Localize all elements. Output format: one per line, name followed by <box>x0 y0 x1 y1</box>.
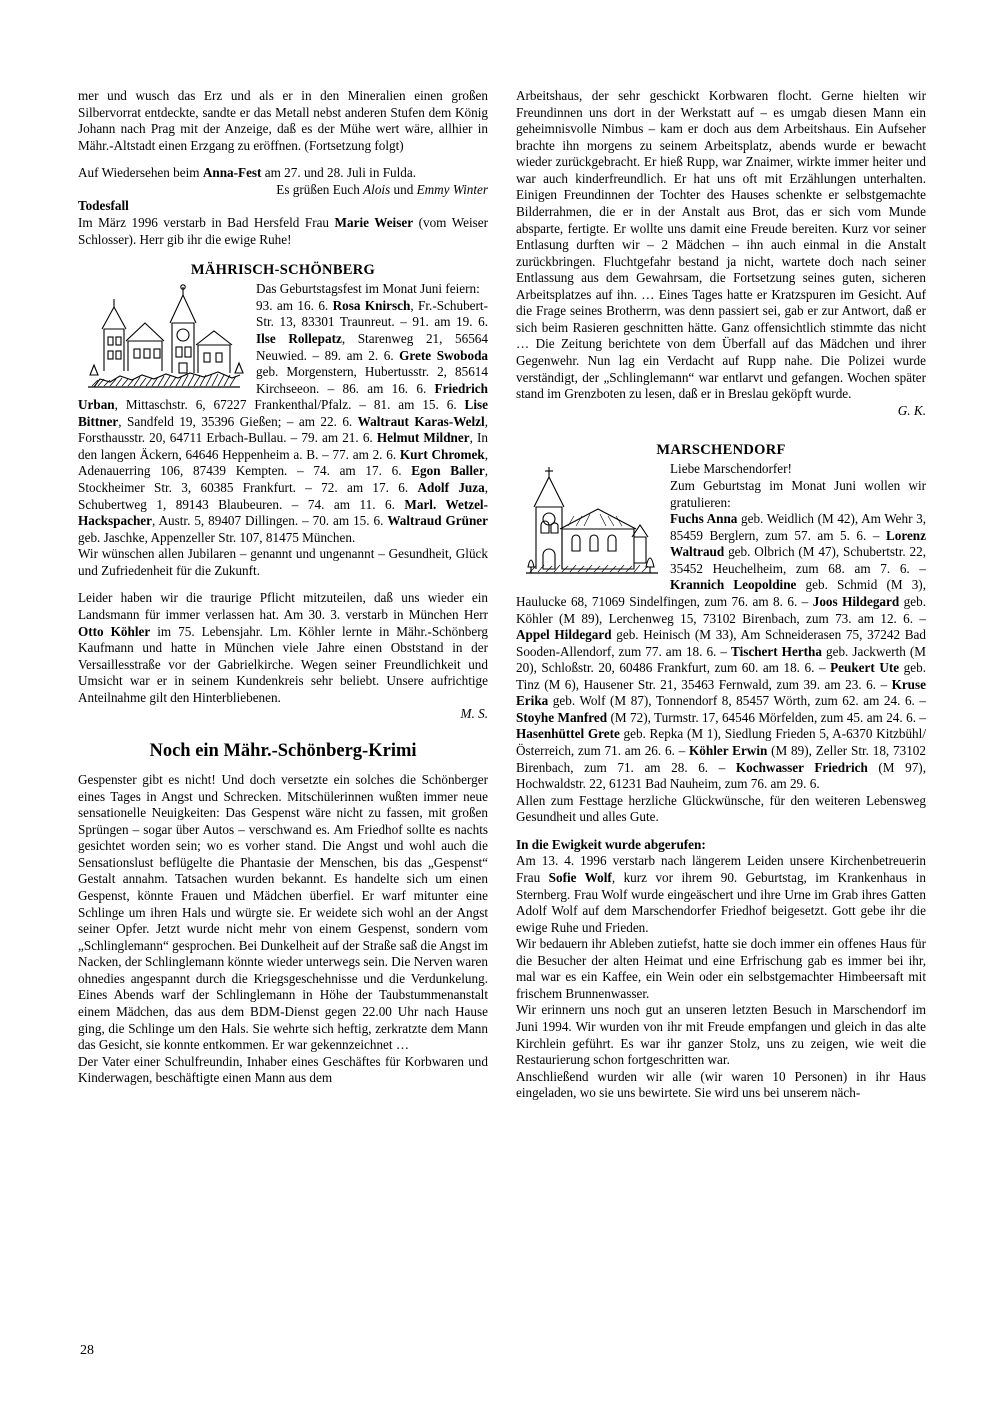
greeting-name-1: Alois <box>363 181 391 197</box>
marschendorf-birthday-wish: Allen zum Festtage herzliche Glückwünsche, für den weiteren Lebensweg Gesundheit und alles Gute. <box>516 792 926 825</box>
church-drawing-icon <box>522 463 662 581</box>
todesfall-body <box>78 215 488 248</box>
todesfall-pre: Im März 1996 verstarb in Bad Hersfeld Frau <box>78 214 335 230</box>
section-title-marschendorf: MARSCHENDORF <box>656 442 786 459</box>
todesfall-name: Marie Weiser <box>334 214 414 230</box>
birthday-intro: Das Geburtstagsfest im Monat Juni feiern: <box>256 281 480 297</box>
ewigkeit-heading <box>516 837 926 854</box>
todesfall-heading-text: Todesfall <box>78 198 129 214</box>
section-title-maehrisch-schoenberg: MÄHRISCH-SCHÖNBERG <box>190 262 376 279</box>
marschendorf-greeting-1: Liebe Marschendorfer! <box>670 461 792 477</box>
anna-fest-rest: am 27. und 28. Juli in Fulda. <box>261 165 417 181</box>
krimi-body-2: Der Vater einer Schulfreundin, Inhaber eines Geschäftes für Korbwaren und Kinderwagen, beschäftigte einen Mann aus dem <box>78 1053 488 1086</box>
marschendorf-birthday-entries: Fuchs Anna geb. Weidlich (M 42), Am Wehr 3, 85459 Berglern, zum 57. am 5. 6. – Lorenz Waltraud geb. Olbrich (M 47), Schubertstr. 22, 35452 Heuchelheim, zum 68. am 7. 6. – Krannich Leopoldine geb. Schmid (M 3), Haulucke 68, 71069 Sindelfingen, zum 76. am 8. 6. – Joos Hildegard geb. Köhler (M 89), Lerchenweg 15, 73102 Birenbach, zum 73. am 12. 6. – Appel Hildegard geb. Heinisch (M 33), Am Schneiderasen 75, 37242 Bad Sooden-Allendorf, zum 77. am 18. 6. – Tischert Hertha geb. Jackwerth (M 20), Schloßstr. 20, 60486 Frankfurt, zum 60. am 18. 6. – Peukert Ute geb. Tinz (M 6), Hausener Str. 21, 35463 Fernwald, zum 39. am 23. 6. – Kruse Erika geb. Wolf (M 87), Tonnendorf 8, 85457 Wörth, zum 62. am 24. 6. – Stoyhe Manfred (M 72), Turmstr. 17, 64546 Mörfelden, zum 45. am 24. 6. – Hasenhüttel Grete geb. Repka (M 1), Siedlung Frieden 5, A-6370 Kitzbühl/Österreich, zum 71. am 26. 6. – Köhler Erwin (M 89), Zeller Str. 18, 73102 Birenbach, zum 71. am 28. 6. – Kochwasser Friedrich (M 97), Hochwaldstr. 22, 61231 Bad Nauheim, zum 76. am 29. 6. <box>516 511 926 792</box>
greeting-line <box>78 182 488 199</box>
greeting-name-2: Emmy Winter <box>416 181 488 197</box>
anna-fest-line <box>78 165 488 182</box>
crest-and-birthday-block <box>78 281 488 546</box>
todesfall-post: (vom Weiser Schlosser). Herr gib ihr die ewige Ruhe! <box>78 214 488 247</box>
marschendorf-greeting-2: Zum Geburtstag im Monat Juni wollen wir gratulieren: <box>670 478 926 510</box>
krimi-body: Gespenster gibt es nicht! Und doch versetzte ein solches die Schönberger eines Tages in Angst und Schrecken. Mitschülerinnen wußten immer neue sensationelle Neuigkeiten: Das Gespenst wäre nicht zu fassen, mit großen Sprüngen – sogar über Autos – verschwand es. Am Friedhof sollte es nachts gesichtet worden sein; wo es vorher stand. Die Angst und wohl auch die Sensationslust beflügelte die Phantasie der Menschen, bis das „Gespenst“ Gestalt annahm. Tatsachen wurden bekannt. Es handelte sich um einen Gespenst, könnte Frauen und Mädchen überfiel. Er warf mitunter eine Schlinge um ihren Hals und würgte sie. Er weidete sich wohl an der Angst seiner Opfer. Jetzt wurde nicht mehr von einem Gespenst, sondern vom „Schlinglemann“ gesprochen. Bei Dunkelheit auf der Straße saß die Angst im Nacken, der Schlinglemann könnte wieder unterwegs sein. Die Nerven waren ohnedies angespannt durch die Kriegsgeschehnisse und die Verdunkelung. Eines Abends warf der Schlinglemann in Höhe der Taubstummenanstalt einem Mädchen, das aus dem BDM-Dienst gegen 22.00 Uhr nach Hause ging, die Schlinge um den Hals. Sie wehrte sich heftig, zerkratzte dem Mann das Gesicht, sie konnte entkommen. Er war gekennzeichnet … <box>78 772 488 1053</box>
birthday-wish: Wir wünschen allen Jubilaren – genannt und ungenannt – Gesundheit, Glück und Zufriedenheit für die Zukunft. <box>78 546 488 578</box>
page-number: 28 <box>80 1343 94 1358</box>
ewigkeit-body-3: Wir erinnern uns noch gut an unseren letzten Besuch in Marschendorf im Juni 1994. Wir wurden von ihr mit Freude empfangen und gleich in das alte Kirchlein geführt. Es war ihr ganzer Stolz, uns zu zeigen, wie weit die Restaurierung schon fortgeschritten war. <box>516 1002 926 1068</box>
krimi-title: Noch ein Mähr.-Schönberg-Krimi <box>149 740 417 761</box>
right-column <box>516 88 926 1318</box>
ewigkeit-body-2: Wir bedauern ihr Ableben zutiefst, hatte sie doch immer ein offenes Haus für die Besucher der alten Heimat und eine Erfrischung gab es immer bei ihr, mal war es ein Kaffee, ein Wein oder ein selbstgemachter Himbeersaft mit frischem Brunnenwasser. <box>516 936 926 1001</box>
krimi-continuation: Arbeitshaus, der sehr geschickt Korbwaren flocht. Gerne hielten wir Freundinnen uns dort in der Werkstatt auf – es umgab diesen Mann ein geheimnisvolle Nimbus – kam er doch aus dem Arbeitshaus. Ein Aufseher brachte ihn morgens zu seinem Arbeitsplatz, abends wurde er bewacht wieder zurückgebracht. Er hieß Rupp, war Znaimer, wirkte immer heiter und war auch kinderfreundlich. Er hat uns oft mit Erzählungen unterhalten. Einigen Freundinnen der Tochter des Hauses schenkte er selbstgemachte Bilderrahmen, die er in der Anstalt aus Brot, das er sich vom Munde absparte, fertigte. Er wollte uns damit eine Freude bereiten. Kurz vor seiner Entlasung durften wir – 2 Mädchen – ihn auch einmal in die Anstalt zurückbringen. Fluchtgefahr bestand ja nicht, wartete doch nach seiner Entlassung aus dem Gewahrsam, die Fortsetzung seines guten, sicheren Arbeitsplatzes auf ihn. … Eines Tages hatte er Kratzspuren im Gesicht. Auf die Frage seines Brotherrn, was denn passiert sei, gab er zur Antwort, daß er sich beim Rasieren geschnitten hätte. Ganz offensichtlich stimmte das nicht … Die Zeitung berichtete von dem Überfall auf das Mädchen und ihrer Gegenwehr. Nun lag ein Verdacht auf Rupp nahe. Die Polizei wurde verständigt, der „Schlinglemann“ war entlarvt und gefangen. Wochen später stand im Grenzboten zu lesen, daß er in Breslau geköpft wurde. <box>516 88 926 402</box>
church-and-birthday-block <box>516 461 926 792</box>
greeting-text: Es grüßen Euch <box>276 181 364 197</box>
obituary-signature: M. S. <box>460 706 488 722</box>
krimi-signature: G. K. <box>897 402 926 418</box>
obituary-paragraph: Leider haben wir die traurige Pflicht mitzuteilen, daß uns wieder ein Landsmann für immer verlassen hat. Am 30. 3. verstarb in München Herr Otto Köhler im 75. Lebensjahr. Lm. Köhler lernte in Mähr.-Schönberg Kaufmann und hatte in München viele Jahre einen Obststand in der Versaillesstraße vor der Gabrielkirche. Wegen seiner Freundlichkeit und Umsicht war er in seinem Kundenkreis sehr beliebt. Unsere aufrichtige Anteilnahme gilt den Hinterbliebenen. <box>78 590 488 705</box>
continuation-paragraph: mer und wusch das Erz und als er in den Mineralien einen großen Silbervorrat entdeckte, sandte er das Metall nebst anderen Stufen dem König Johann nach Prag mit der Anzeige, daß es der Mühe wert wäre, allhier in Mähr.-Altstadt einen Erzgang zu eröffnen. (Fortsetzung folgt) <box>78 88 488 153</box>
anna-fest-bold: Anna-Fest <box>202 165 262 181</box>
two-column-layout <box>78 88 926 1318</box>
left-column <box>78 88 488 1318</box>
anna-fest-pre: Auf Wiedersehen beim <box>78 165 203 181</box>
birthday-entries: 93. am 16. 6. Rosa Knirsch, Fr.-Schubert-Str. 13, 83301 Traunreut. – 91. am 19. 6. Ilse Rollepatz, Starenweg 21, 56564 Neuwied. – 89. am 2. 6. Grete Swoboda geb. Morgenstern, Hubertusstr. 2, 85614 Kirchseeon. – 86. am 16. 6. Friedrich Urban, Mittaschstr. 6, 67227 Frankenthal/Pfalz. – 81. am 15. 6. Lise Bittner, Sandfeld 19, 35396 Gießen; – am 22. 6. Waltraut Karas-Welzl, Forsthausstr. 20, 64711 Erbach-Bullau. – 79. am 21. 6. Helmut Mildner, In den langen Äckern, 64646 Heppenheim a. B. – 77. am 2. 6. Kurt Chromek, Adenauerring 106, 87439 Kempten. – 74. am 17. 6. Egon Baller, Stockheimer Str. 3, 60385 Frankfurt. – 72. am 17. 6. Adolf Juza, Schubertweg 1, 89143 Blaubeuren. – 74. am 11. 6. Marl. Wetzel-Hackspacher, Austr. 5, 89407 Dillingen. – 70. am 15. 6. Waltraud Grüner geb. Jaschke, Appenzeller Str. 107, 81475 München. <box>78 297 488 545</box>
ewigkeit-heading-text: In die Ewigkeit wurde abgerufen: <box>516 836 706 852</box>
ewigkeit-body-4: Anschließend wurden wir alle (wir waren 10 Personen) in ihr Haus eingeladen, wo sie uns bewirtete. Sie wird uns bei unserem näch- <box>516 1068 926 1101</box>
greeting-and: und <box>390 181 417 197</box>
todesfall-heading <box>78 198 488 215</box>
ewigkeit-body-1: Am 13. 4. 1996 verstarb nach längerem Leiden unsere Kirchenbetreuerin Frau Sofie Wolf, kurz vor ihrem 90. Geburtstag, im Krankenhaus in Sternberg. Frau Wolf wurde eingeäschert und ihre Urne im Grab ihres Gatten Adolf Wolf auf dem Marschendorfer Friedhof beigesetzt. Gott gebe ihr die ewige Ruhe und Frieden. <box>516 853 926 935</box>
town-crest-icon <box>80 283 248 395</box>
